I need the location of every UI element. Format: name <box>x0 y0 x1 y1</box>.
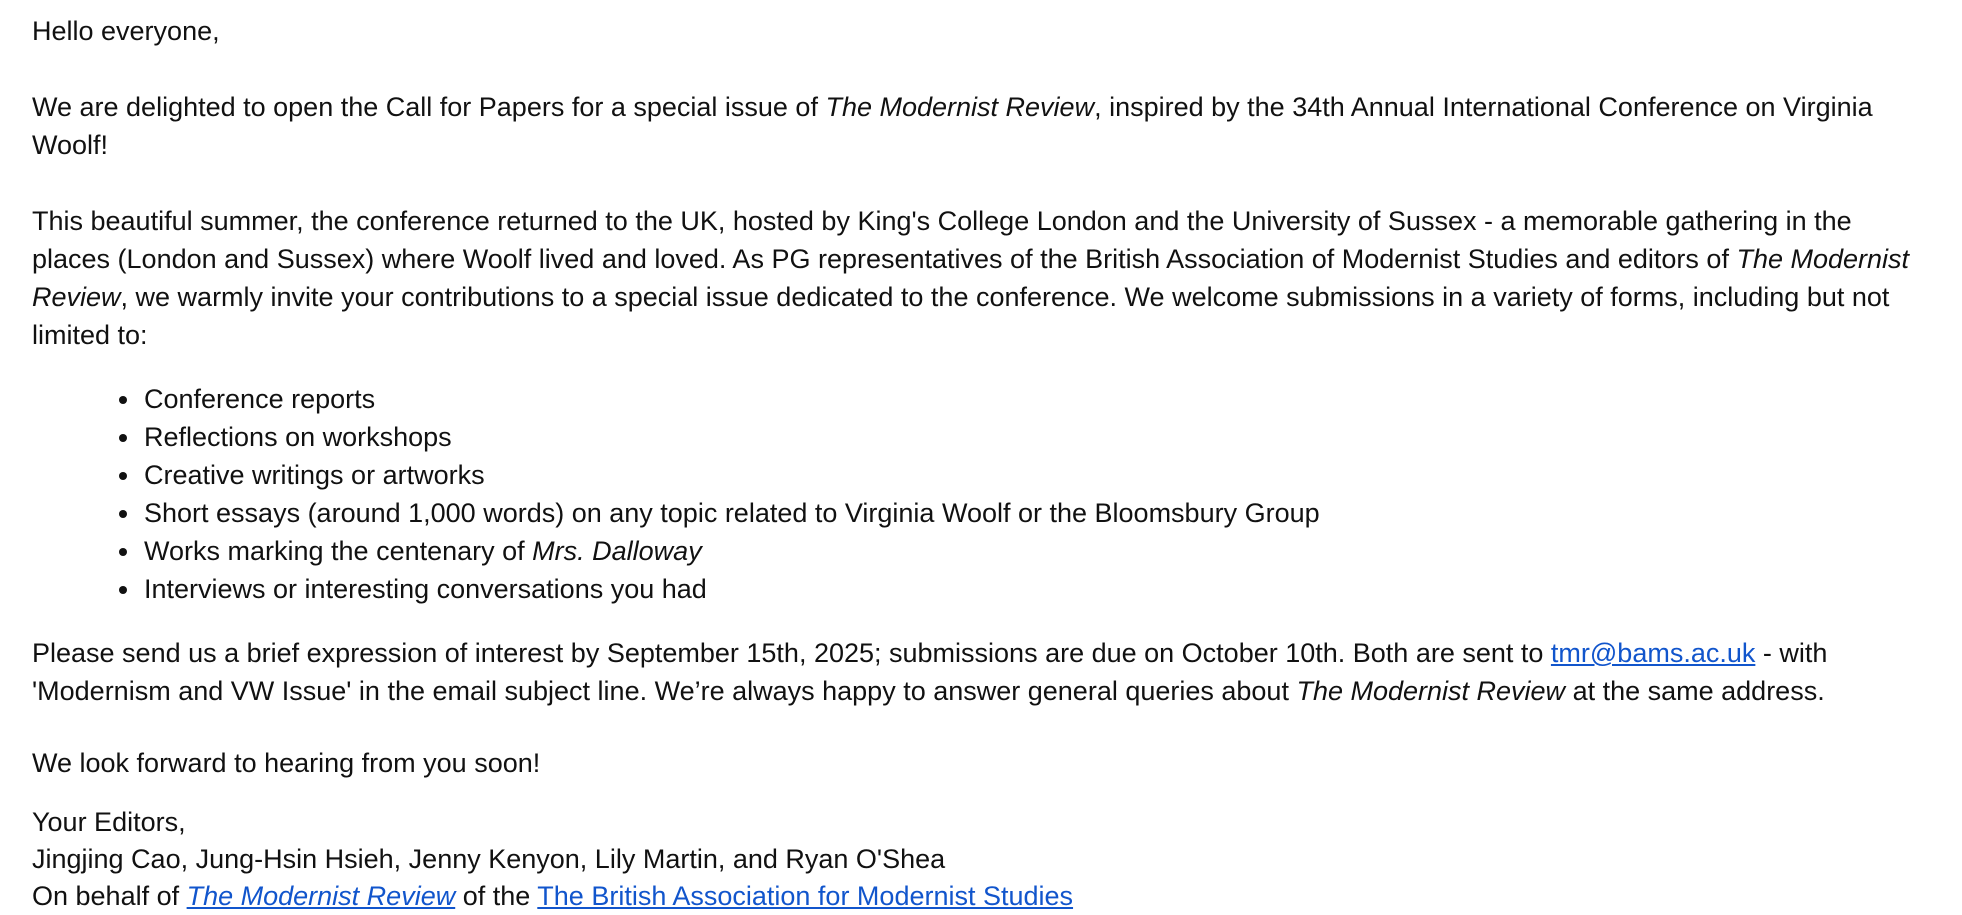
closing-line: We look forward to hearing from you soon! <box>32 748 541 778</box>
dalloway-title: Mrs. Dalloway <box>532 536 702 566</box>
signature-salutation: Your Editors, <box>32 807 186 837</box>
list-item: • Conference reports <box>142 380 1932 418</box>
deadline-paragraph <box>32 634 1932 710</box>
email-link[interactable]: tmr@bams.ac.uk <box>1550 638 1756 668</box>
signature-editors: Jingjing Cao, Jung-Hsin Hsieh, Jenny Kenyon, Lily Martin, and Ryan O'Shea <box>32 844 946 874</box>
deadline-journal-title: The Modernist Review <box>1296 676 1566 706</box>
deadline-text-start: Please send us a brief expression of interest by September 15th, 2025; submissions are due on October 10th. Both are sent to <box>32 638 1551 668</box>
intro-text-end: , inspired by the 34th Annual International Conference on Virginia Woolf! <box>32 92 1873 160</box>
list-item: • Creative writings or artworks <box>142 456 1932 494</box>
conference-text-start: This beautiful summer, the conference returned to the UK, hosted by King's College London and the University of Sussex - a memorable gathering in the places (London and Sussex) where Woolf lived and loved. As PG representatives of the British Association of Modernist Studies and editors of <box>32 206 1852 274</box>
signature-behalf <box>32 878 1932 915</box>
conference-paragraph <box>32 202 1932 354</box>
modernist-review-link[interactable] <box>187 881 456 911</box>
list-item: • Short essays (around 1,000 words) on any topic related to Virginia Woolf or the Bloomsbury Group <box>142 494 1932 532</box>
list-item: • Reflections on workshops <box>142 418 1932 456</box>
deadline-text-middle: - with 'Modernism and VW Issue' in the email subject line. We’re always happy to answer general queries about <box>32 638 1828 706</box>
conference-text-end: , we warmly invite your contributions to a special issue dedicated to the conference. We welcome submissions in a variety of forms, including but not limited to: <box>32 282 1890 350</box>
submission-forms-list <box>32 380 1932 608</box>
list-item: • Interviews or interesting conversations you had <box>142 570 1932 608</box>
conference-journal-title: The Modernist Review <box>32 244 1910 312</box>
list-item-text: Works marking the centenary of <box>144 536 533 566</box>
intro-paragraph <box>32 88 1932 164</box>
modernist-review-link-text: The Modernist Review <box>186 881 456 911</box>
bams-link[interactable]: The British Association for Modernist Studies <box>537 881 1074 911</box>
intro-journal-title: The Modernist Review <box>825 92 1095 122</box>
intro-text-start: We are delighted to open the Call for Papers for a special issue of <box>32 92 826 122</box>
deadline-text-end: at the same address. <box>1565 676 1825 706</box>
signature-block <box>32 804 1932 915</box>
greeting: Hello everyone, <box>32 16 220 46</box>
list-item <box>142 532 1932 570</box>
behalf-prefix: On behalf of <box>32 881 187 911</box>
of-the-text: of the <box>455 881 538 911</box>
